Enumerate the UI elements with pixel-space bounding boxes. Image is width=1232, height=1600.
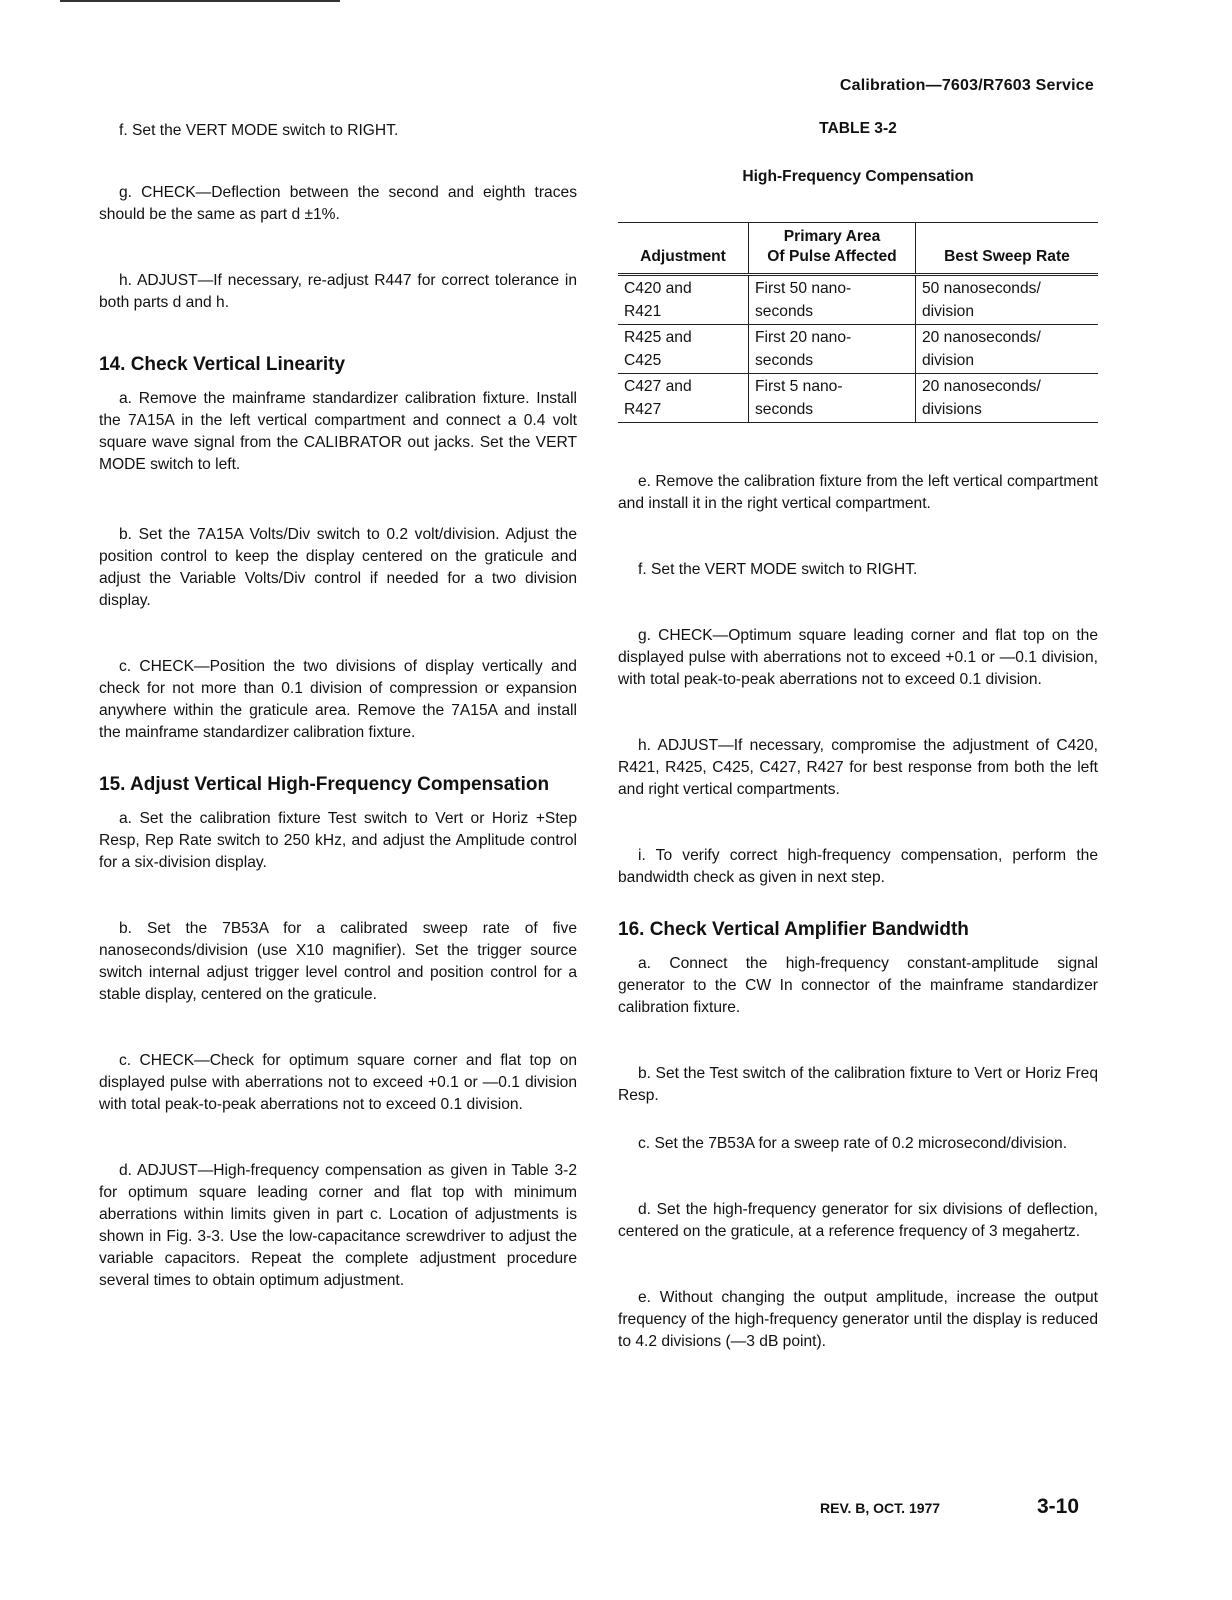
step-15-b: b. Set the 7B53A for a calibrated sweep rate of five nanoseconds/division (use X10 magnifier). Set the trigger source switch internal adjust trigger level control and position control for a stable display, centered on the graticule. bbox=[99, 920, 577, 1003]
cell-area: First 20 nano- seconds bbox=[749, 325, 916, 374]
cell-adjustment: C420 and R421 bbox=[618, 275, 749, 325]
step-15-i: i. To verify correct high-frequency compensation, perform the bandwidth check as given in next step. bbox=[618, 847, 1098, 886]
header-best-sweep: Best Sweep Rate bbox=[916, 223, 1099, 275]
step-15-g: g. CHECK—Optimum square leading corner and flat top on the displayed pulse with aberrations not to exceed +0.1 or —0.1 division, with total peak-to-peak aberrations not to exceed 0.1 division. bbox=[618, 627, 1098, 688]
step-15-f: f. Set the VERT MODE switch to RIGHT. bbox=[638, 561, 918, 578]
header-primary-area: Primary Area Of Pulse Affected bbox=[749, 223, 916, 275]
compensation-table bbox=[618, 222, 1098, 423]
step-14-a: a. Remove the mainframe standardizer calibration fixture. Install the 7A15A in the left vertical compartment and connect a 0.4 volt square wave signal from the CALIBRATOR out jacks. Set the VERT MODE switch to left. bbox=[99, 390, 577, 473]
table-row bbox=[618, 325, 1098, 374]
header-adjustment: Adjustment bbox=[618, 223, 749, 275]
cell-sweep: 20 nanoseconds/ division bbox=[916, 325, 1099, 374]
step-13-f: f. Set the VERT MODE switch to RIGHT. bbox=[119, 122, 399, 139]
step-15-h: h. ADJUST—If necessary, compromise the adjustment of C420, R421, R425, C425, C427, R427 for best response from both the left and right vertical compartments. bbox=[618, 737, 1098, 798]
step-15-d: d. ADJUST—High-frequency compensation as given in Table 3-2 for optimum square leading corner and flat top with minimum aberrations within limits given in part c. Location of adjustments is shown in Fig. 3-3. Use the low-capacitance screwdriver to adjust the variable capacitors. Repeat the complete adjustment procedure several times to obtain optimum adjustment. bbox=[99, 1162, 577, 1289]
table-row bbox=[618, 374, 1098, 423]
section-15-heading: 15. Adjust Vertical High-Frequency Compensation bbox=[99, 774, 550, 795]
step-16-e: e. Without changing the output amplitude, increase the output frequency of the high-frequency generator until the display is reduced to 4.2 divisions (—3 dB point). bbox=[618, 1289, 1098, 1350]
step-16-d: d. Set the high-frequency generator for six divisions of deflection, centered on the graticule, at a reference frequency of 3 megahertz. bbox=[618, 1201, 1098, 1240]
page-number: 3-10 bbox=[1037, 1495, 1080, 1518]
table-row bbox=[618, 275, 1098, 325]
section-14-heading: 14. Check Vertical Linearity bbox=[99, 354, 346, 375]
revision-date: REV. B, OCT. 1977 bbox=[820, 1500, 941, 1516]
right-column bbox=[618, 120, 1098, 1353]
step-14-b: b. Set the 7A15A Volts/Div switch to 0.2 volt/division. Adjust the position control to keep the display centered on the graticule and adjust the Variable Volts/Div control if needed for a two division display. bbox=[99, 526, 577, 609]
section-16-heading: 16. Check Vertical Amplifier Bandwidth bbox=[618, 919, 969, 940]
cell-adjustment: R425 and C425 bbox=[618, 325, 749, 374]
cell-sweep: 50 nanoseconds/ division bbox=[916, 275, 1099, 325]
step-13-g: g. CHECK—Deflection between the second and eighth traces should be the same as part d ±1%. bbox=[99, 184, 577, 223]
step-16-a: a. Connect the high-frequency constant-amplitude signal generator to the CW In connector of the mainframe standardizer calibration fixture. bbox=[618, 955, 1098, 1016]
step-13-h: h. ADJUST—If necessary, re-adjust R447 for correct tolerance in both parts d and h. bbox=[99, 272, 577, 311]
step-15-e: e. Remove the calibration fixture from the left vertical compartment and install it in the right vertical compartment. bbox=[618, 473, 1098, 512]
page-header: Calibration—7603/R7603 Service bbox=[839, 77, 1094, 94]
table-header-row bbox=[618, 223, 1098, 275]
cell-area: First 5 nano- seconds bbox=[749, 374, 916, 423]
left-column bbox=[99, 120, 577, 1292]
step-15-c: c. CHECK—Check for optimum square corner and flat top on displayed pulse with aberrations not to exceed +0.1 or —0.1 division with total peak-to-peak aberrations not to exceed 0.1 division. bbox=[99, 1052, 577, 1113]
table-title: High-Frequency Compensation bbox=[742, 168, 974, 185]
table-label: TABLE 3-2 bbox=[819, 120, 897, 137]
step-16-b: b. Set the Test switch of the calibration fixture to Vert or Horiz Freq Resp. bbox=[618, 1065, 1098, 1104]
cell-area: First 50 nano- seconds bbox=[749, 275, 916, 325]
cell-adjustment: C427 and R427 bbox=[618, 374, 749, 423]
step-15-a: a. Set the calibration fixture Test switch to Vert or Horiz +Step Resp, Rep Rate switch to 250 kHz, and adjust the Amplitude control for a six-division display. bbox=[99, 810, 577, 871]
cell-sweep: 20 nanoseconds/ divisions bbox=[916, 374, 1099, 423]
scan-edge-line bbox=[60, 0, 340, 2]
step-16-c: c. Set the 7B53A for a sweep rate of 0.2 microsecond/division. bbox=[638, 1135, 1068, 1152]
step-14-c: c. CHECK—Position the two divisions of display vertically and check for not more than 0.1 division of compression or expansion anywhere within the graticule area. Remove the 7A15A and install the mainframe standardizer calibration fixture. bbox=[99, 658, 577, 741]
